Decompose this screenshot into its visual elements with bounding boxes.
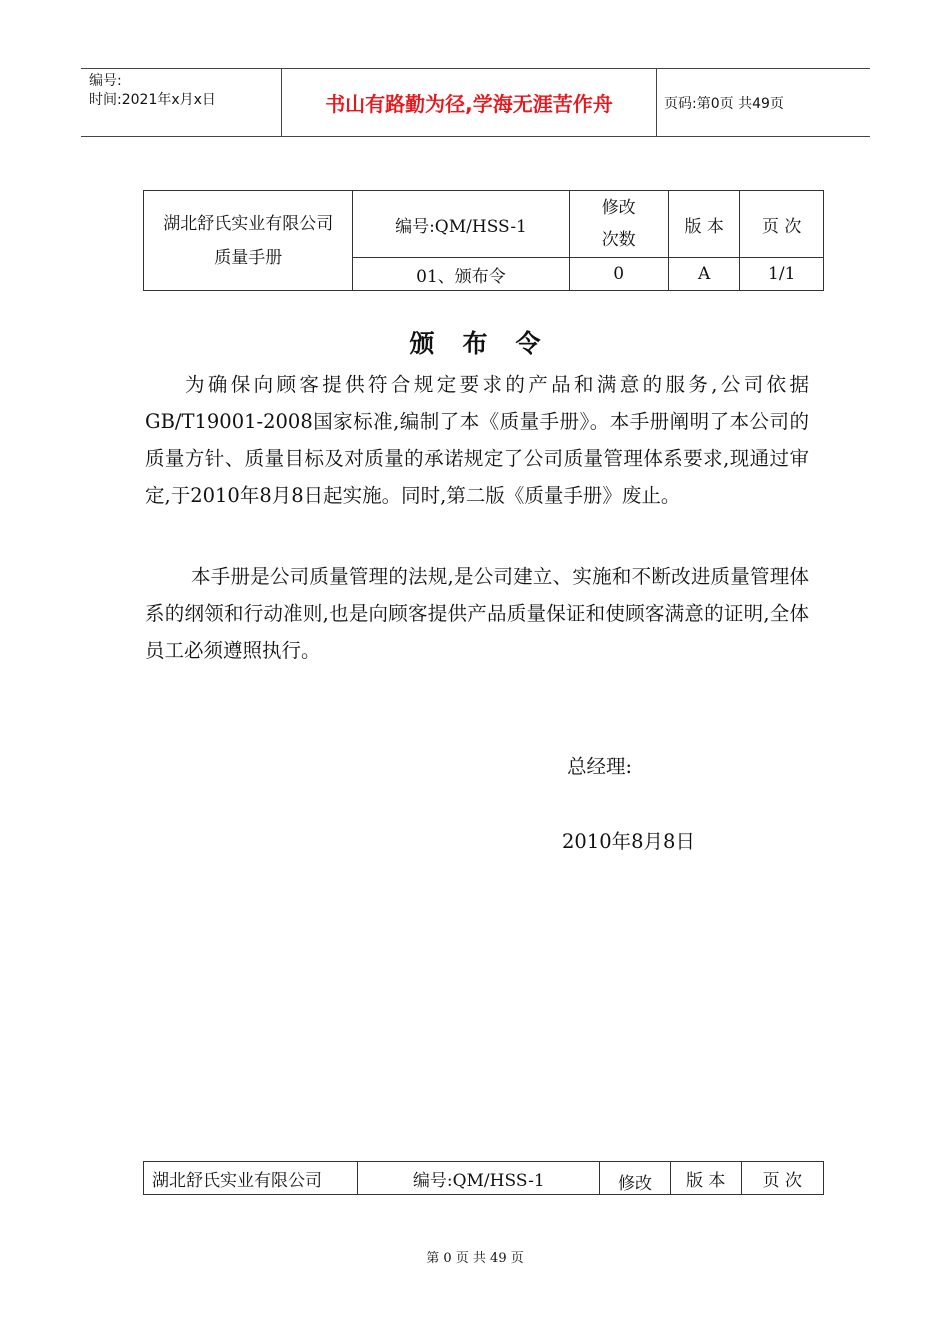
revision-label-line2: 次数: [601, 230, 636, 250]
document-info-table: [143, 190, 824, 291]
revision-label-line1: 修改: [601, 198, 636, 218]
bottom-revision-label: 修改: [600, 1162, 671, 1195]
header-meta: [81, 69, 281, 136]
header-date: 时间:2021年x月x日: [89, 92, 216, 108]
paragraph-2: 本手册是公司质量管理的法规,是公司建立、实施和不断改进质量管理体系的纲领和行动准则,也是向顾客提供产品质量保证和使顾客满意的证明,全体员工必须遵照执行。: [145, 565, 809, 662]
company-name: 湖北舒氏实业有限公司: [163, 213, 334, 234]
version-value: A: [668, 258, 740, 291]
bottom-document-number: 编号:QM/HSS-1: [358, 1162, 600, 1195]
issue-date: 2010年8月8日: [562, 830, 695, 853]
page-value: 1/1: [740, 258, 824, 291]
paragraph-1: 为确保向顾客提供符合规定要求的产品和满意的服务,公司依据GB/T19001-2008国家标准,编制了本《质量手册》。本手册阐明了本公司的质量方针、质量目标及对质量的承诺规定了公司质量管理体系要求,现通过审定,于2010年8月8日起实施。同时,第二版《质量手册》废止。: [145, 373, 809, 507]
section-name: 01、颁布令: [353, 258, 569, 291]
bottom-company-name: 湖北舒氏实业有限公司: [144, 1162, 358, 1195]
company-cell: [144, 191, 353, 291]
header-code-label: 编号:: [89, 73, 122, 89]
page-footer: 第 0 页 共 49 页: [426, 1251, 524, 1266]
revision-value: 0: [569, 258, 668, 291]
signature-label: 总经理:: [567, 755, 633, 778]
document-name: 质量手册: [214, 247, 283, 268]
version-label: 版 本: [668, 191, 740, 258]
document-number: 编号:QM/HSS-1: [353, 191, 569, 258]
page-header: [81, 68, 870, 137]
bottom-info-table: [143, 1161, 824, 1195]
header-page-info: 页码:第0页 共49页: [664, 96, 784, 112]
revision-label-cell: [569, 191, 668, 258]
bottom-page-label: 页 次: [741, 1162, 823, 1195]
bottom-version-label: 版 本: [670, 1162, 741, 1195]
header-motto: 书山有路勤为径,学海无涯苦作舟: [281, 69, 657, 136]
page-title: 颁布令: [409, 329, 569, 358]
page-label: 页 次: [740, 191, 824, 258]
